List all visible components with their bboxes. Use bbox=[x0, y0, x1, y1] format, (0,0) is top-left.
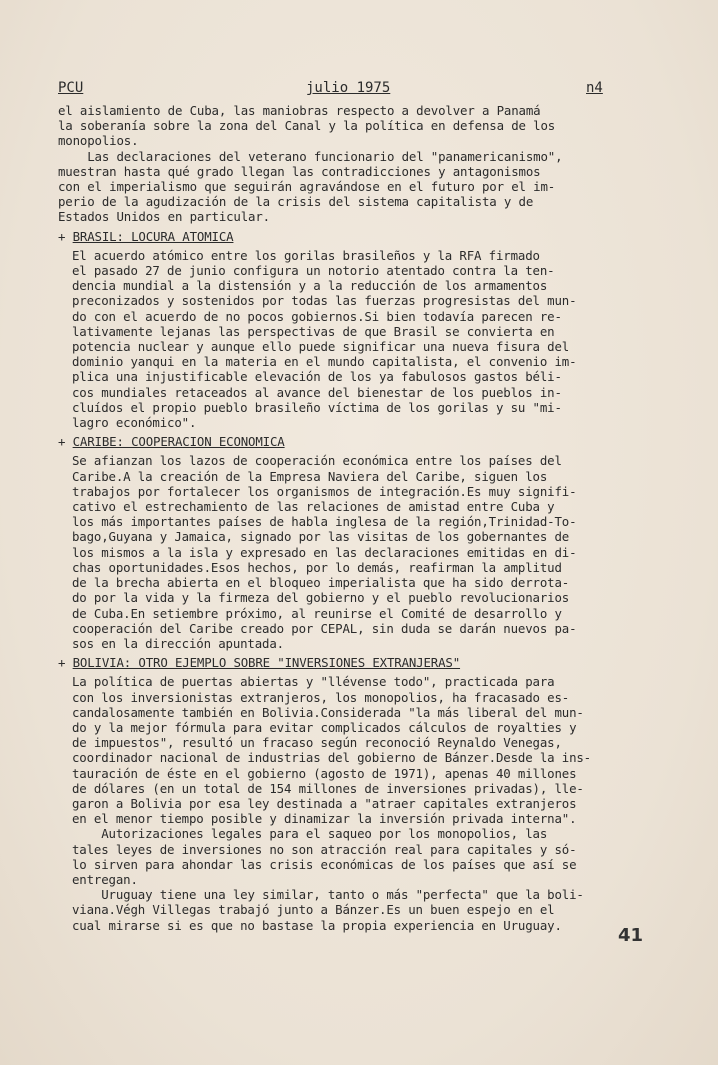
section-heading bbox=[58, 655, 658, 670]
page-header bbox=[58, 80, 642, 100]
section-caribe bbox=[58, 434, 658, 651]
section-heading bbox=[58, 434, 658, 449]
section-text: El acuerdo atómico entre los gorilas brasileños y la RFA firmado el pasado 27 de junio configura un notorio atentado contra la ten- dencia mundial a la distensión y a la reducción de los armamentos preconizados y sostenidos por todas las fuerzas progresistas del mun- do con el acuerdo de no pocos gobiernos.Si bien todavía parecen re- lativamente lejanas las perspectivas de que Brasil se convierta en potencia nuclear y aunque ello puede significar una nueva fisura del dominio yanqui en la materia en el mundo capitalista, el convenio im- plica una injustificable elevación de los ya fabulosos gastos béli- cos mundiales retaceados al avance del bienestar de los pueblos in- cluídos el propio pueblo brasileño víctima de los gorilas y su "mi- lagro económico". bbox=[72, 247, 577, 431]
section-title: BRASIL: LOCURA ATOMICA bbox=[72, 228, 234, 244]
page-body bbox=[58, 103, 658, 935]
header-date: julio 1975 bbox=[306, 80, 391, 96]
section-title: CARIBE: COOPERACION ECONOMICA bbox=[72, 434, 285, 450]
section-brasil bbox=[58, 229, 658, 431]
intro-paragraph: Las declaraciones del veterano funcionario del "panamericanismo", muestran hasta qué grado llegan las contradicciones y antagonismos con el imperialismo que seguirán agravándose en el futuro por el im- perio de la agudización de la crisis del sistema capitalista y de Estados Unidos en particular. bbox=[58, 148, 563, 225]
page-number: 41 bbox=[618, 925, 644, 946]
section-marker: + bbox=[58, 434, 73, 450]
header-publication: PCU bbox=[58, 80, 84, 96]
section-heading bbox=[58, 229, 658, 244]
section-marker: + bbox=[58, 655, 73, 671]
section-bolivia bbox=[58, 655, 658, 933]
section-marker: + bbox=[58, 228, 73, 244]
section-text: La política de puertas abiertas y "llévense todo", practicada para con los inversionistas extranjeros, los monopolios, ha fracasado es- candalosamente también en Bolivia.Considerada "la más liberal del mun- do y la mejor fórmula para evitar complicados cálculos de royalties y de impuestos", resultó un fracaso según reconoció Reynaldo Venegas, coordinador nacional de industrias del gobierno de Bánzer.Desde la ins- tauración de éste en el gobierno (agosto de 1971), apenas 40 millones de dólares (en un total de 154 millones de inversiones privadas), lle- garon a Bolivia por esa ley destinada a "atraer capitales extranjeros en el menor tiempo posible y dinamizar la inversión privada interna". Autorizaciones legales para el saqueo por los monopolios, las tales leyes de inversiones no son atracción real para capitales y só- lo sirven para ahondar las crisis económicas de los países que así se entregan. Uruguay tiene una ley similar, tanto o más "perfecta" que la boli- viana.Végh Villegas trabajó junto a Bánzer.Es un buen espejo en el cual mirarse si es que no bastase la propia experiencia en Uruguay. bbox=[72, 674, 591, 933]
section-title: BOLIVIA: OTRO EJEMPLO SOBRE "INVERSIONES EXTRANJERAS" bbox=[72, 655, 461, 671]
intro-continuation: el aislamiento de Cuba, las maniobras respecto a devolver a Panamá la soberanía sobre la zona del Canal y la política en defensa de los monopolios. bbox=[58, 103, 556, 149]
header-issue: n4 bbox=[586, 80, 603, 96]
section-text: Se afianzan los lazos de cooperación económica entre los países del Caribe.A la creación de la Empresa Naviera del Caribe, siguen los trabajos por fortalecer los organismos de integración.Es muy signifi- cativo el estrechamiento de las relaciones de amistad entre Cuba y los más importantes países de habla inglesa de la región,Trinidad-To- bago,Guyana y Jamaica, signado por las visitas de los gobernantes de los mismos a la isla y expresado en las declaraciones emitidas en di- chas oportunidades.Esos hechos, por lo demás, reafirman la amplitud de la brecha abierta en el bloqueo imperialista que ha sido derrota- do por la vida y la firmeza del gobierno y el pueblo revolucionarios de Cuba.En setiembre próximo, al reunirse el Comité de desarrollo y cooperación del Caribe creado por CEPAL, sin duda se darán nuevos pa- sos en la dirección apuntada. bbox=[72, 453, 577, 651]
